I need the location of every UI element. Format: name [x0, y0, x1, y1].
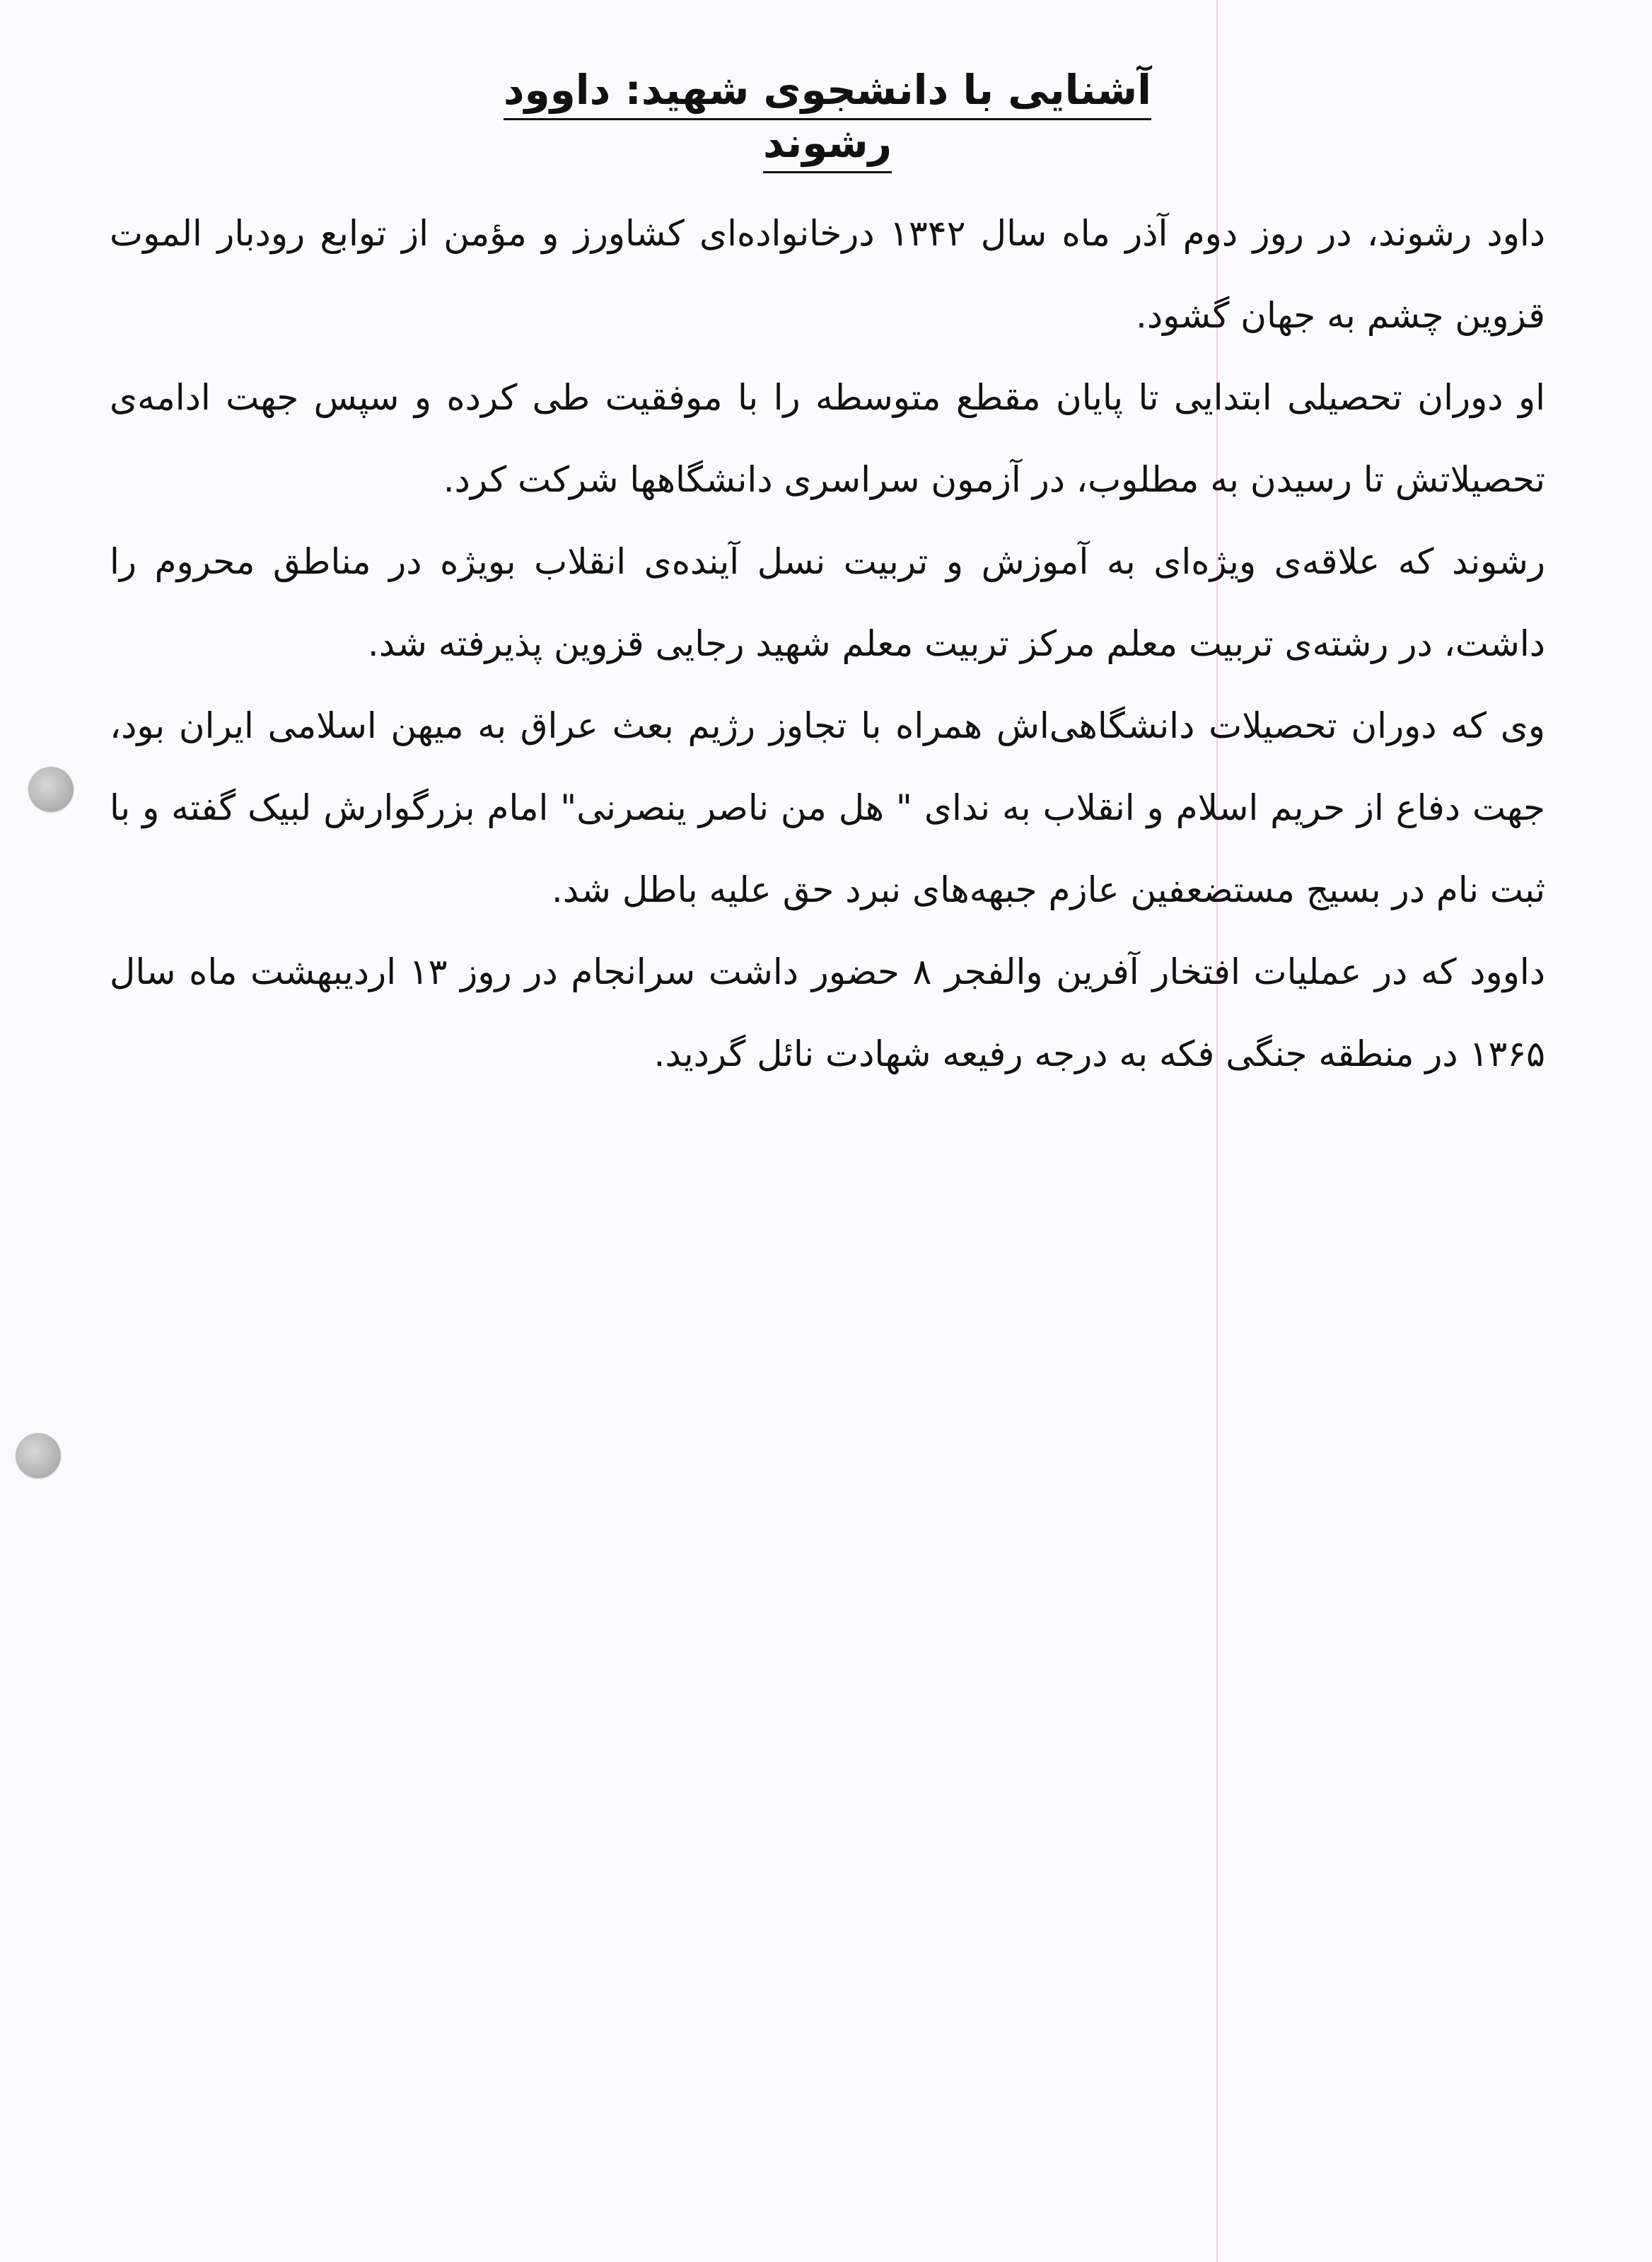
punch-hole: [16, 1433, 61, 1478]
paragraph-4: وی که دوران تحصیلات دانشگاهی‌اش همراه با تجاوز رژیم بعث عراق به میهن اسلامی ایران بود، جهت دفاع از حریم اسلام و انقلاب به ندای " هل من ناصر ینصرنی" امام بزرگوارش لبیک گفته و با ثبت نام در بسیج مستضعفین عازم جبهه‌های نبرد حق علیه باطل شد.: [110, 705, 1545, 910]
paragraph-2: او دوران تحصیلی ابتدایی تا پایان مقطع متوسطه را با موفقیت طی کرده و سپس جهت ادامه‌ی تحصیلاتش تا رسیدن به مطلوب، در آزمون سراسری دانشگاهها شرکت کرد.: [110, 377, 1545, 500]
page-title: [495, 64, 1160, 170]
paragraph-3: رشوند که علاقه‌ی ویژه‌ای به آموزش و تربیت نسل آینده‌ی انقلاب بویژه در مناطق محروم را داشت، در رشته‌ی تربیت معلم مرکز تربیت معلم شهید رجایی قزوین پذیرفته شد.: [110, 541, 1545, 664]
document-body: [110, 192, 1545, 1095]
paragraph-5: داوود که در عملیات افتخار آفرین والفجر ۸ حضور داشت سرانجام در روز ۱۳ اردیبهشت ماه سال ۱۳۶۵ در منطقه جنگی فکه به درجه رفیعه شهادت نائل گردید.: [110, 951, 1546, 1074]
punch-hole: [28, 767, 74, 812]
page-title-text: آشنایی با دانشجوی شهید: داوود رشوند: [504, 66, 1151, 173]
paragraph-1: داود رشوند، در روز دوم آذر ماه سال ۱۳۴۲ درخانواده‌ای کشاورز و مؤمن از توابع رودبار الموت قزوین چشم به جهان گشود.: [110, 213, 1545, 336]
